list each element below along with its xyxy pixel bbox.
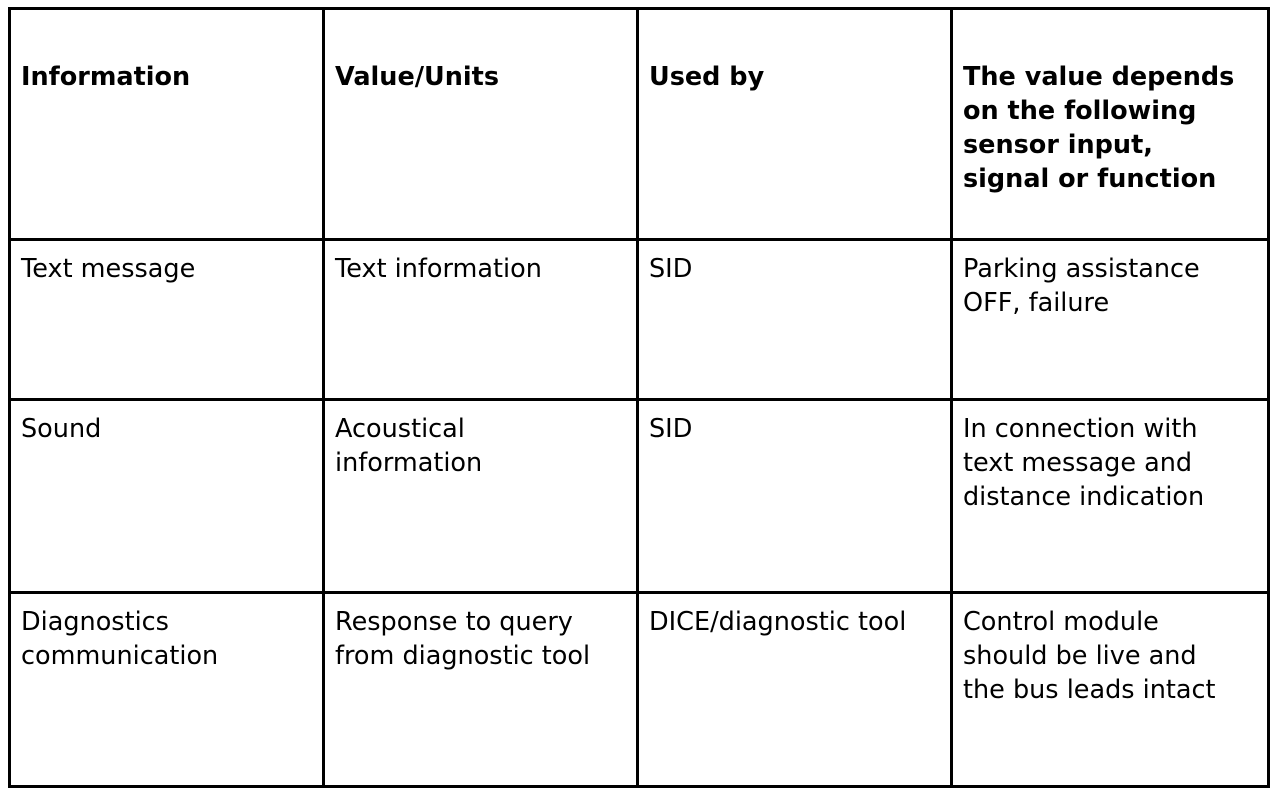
table-cell: Diagnostics communication	[10, 593, 324, 787]
table-header-row	[10, 9, 1269, 240]
header-information: Information	[10, 9, 324, 240]
table-cell: Sound	[10, 400, 324, 593]
table-cell: Text message	[10, 240, 324, 400]
table-row	[10, 593, 1269, 787]
table-cell: SID	[638, 240, 952, 400]
table-cell: SID	[638, 400, 952, 593]
table-cell: Parking assistance OFF, failure	[952, 240, 1269, 400]
table-row	[10, 400, 1269, 593]
header-depends-on: The value depends on the following sensor input, signal or function	[952, 9, 1269, 240]
header-used-by: Used by	[638, 9, 952, 240]
table-cell: In connection with text message and distance indication	[952, 400, 1269, 593]
table-cell: DICE/diagnostic tool	[638, 593, 952, 787]
table-row	[10, 240, 1269, 400]
table-cell: Control module should be live and the bus leads intact	[952, 593, 1269, 787]
table-cell: Response to query from diagnostic tool	[324, 593, 638, 787]
header-value-units: Value/Units	[324, 9, 638, 240]
information-table	[8, 7, 1270, 788]
table-cell: Acoustical information	[324, 400, 638, 593]
table-cell: Text information	[324, 240, 638, 400]
